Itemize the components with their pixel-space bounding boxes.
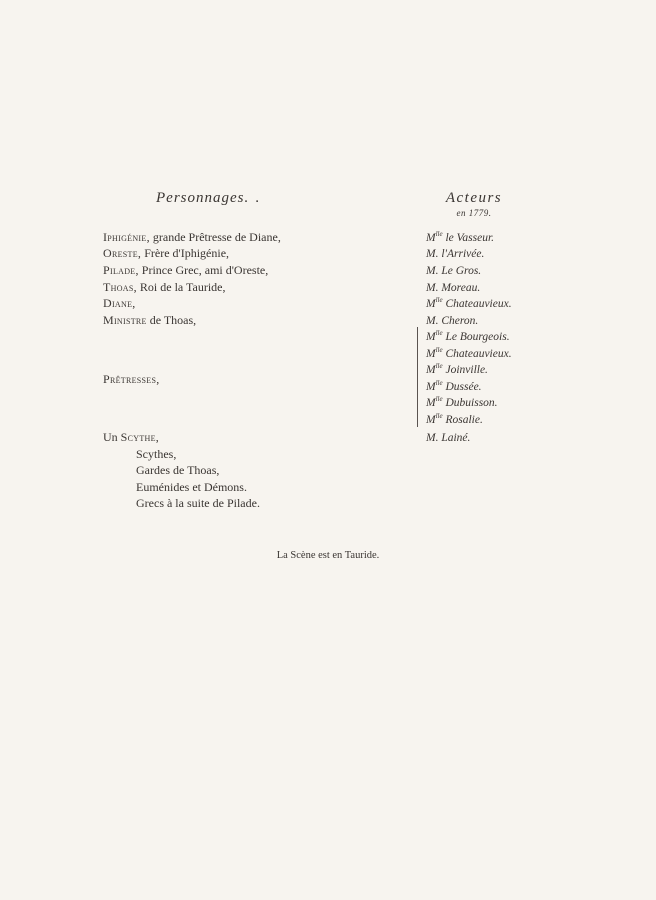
actor-item: $M^{lle}$ Dubuisson. <box>426 395 498 409</box>
personnages-label: Personnages. <box>156 190 250 206</box>
actor-item: M. Lainé. <box>426 431 471 444</box>
role-un-scythe: Un Scythe, <box>103 430 160 444</box>
pretresses-bracket <box>417 327 418 427</box>
actor-item: $M^{lle}$ le Vasseur. <box>426 230 495 244</box>
role-pilade: Pilade, Prince Grec, ami d'Oreste, <box>103 263 269 277</box>
role-diane: Diane, <box>103 296 136 310</box>
scene-location: La Scène est en Tauride. <box>276 550 380 561</box>
acteurs-heading: Acteurs <box>445 190 503 206</box>
trailing-dot: . <box>255 190 260 206</box>
personnages-heading <box>156 190 260 207</box>
actor-item: $M^{lle}$ Rosalie. <box>426 412 483 426</box>
role-oreste: Oreste, Frère d'Iphigénie, <box>103 246 230 260</box>
actor-item: M. Moreau. <box>426 281 481 294</box>
actor-item: M. l'Arrivée. <box>426 247 485 260</box>
actor-item: $M^{lle}$ Le Bourgeois. <box>426 329 510 343</box>
role-eumenides: Euménides et Démons. <box>136 480 247 494</box>
actor-item: M. Le Gros. <box>426 264 482 277</box>
actor-item: $M^{lle}$ Chateauvieux. <box>426 346 512 360</box>
role-grecs: Grecs à la suite de Pilade. <box>136 496 260 510</box>
year-subheading: en 1779. <box>456 208 492 218</box>
actor-item: $M^{lle}$ Dussée. <box>426 379 482 393</box>
actor-item: $M^{lle}$ Chateauvieux. <box>426 296 512 310</box>
role-iphigenie: Iphigénie, grande Prêtresse de Diane, <box>103 230 281 244</box>
role-gardes: Gardes de Thoas, <box>136 463 220 477</box>
role-scythes: Scythes, <box>136 447 177 461</box>
actor-item: $M^{lle}$ Joinville. <box>426 362 488 376</box>
role-thoas: Thoas, Roi de la Tauride, <box>103 280 226 294</box>
role-pretresses: Prêtresses, <box>103 372 160 386</box>
role-ministre: Ministre de Thoas, <box>103 313 197 327</box>
actor-item: M. Cheron. <box>426 314 479 327</box>
